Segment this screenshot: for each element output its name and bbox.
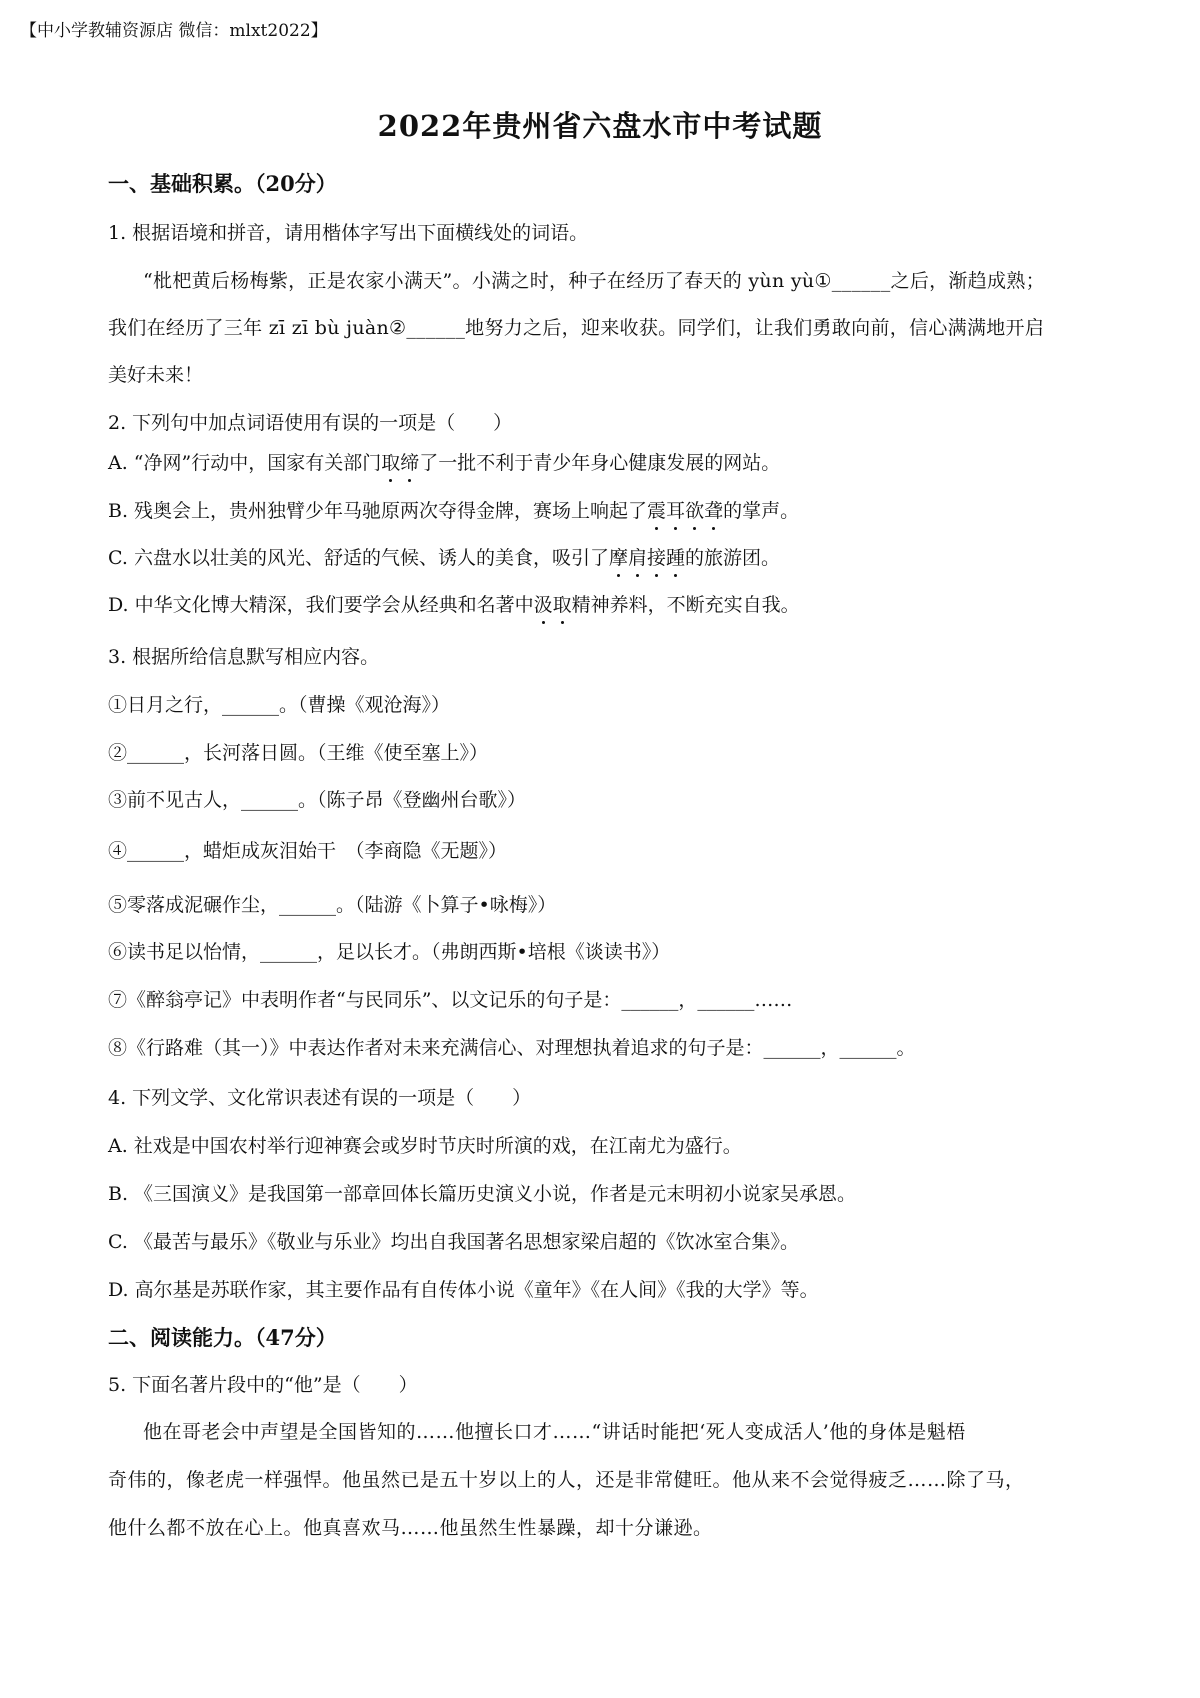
q3-item: ⑥读书足以怡情，______，足以长才。（弗朗西斯•培根《谈读书》） <box>108 941 671 963</box>
q1-paragraph-line: “枇杷黄后杨梅紫，正是农家小满天”。小满之时，种子在经历了春天的 yùn yù①______之后，渐趋成熟； <box>143 270 1045 292</box>
dotted-char: 肩 <box>628 543 647 570</box>
q4-option-d: D. 高尔基是苏联作家，其主要作品有自传体小说《童年》《在人间》《我的大学》等。 <box>108 1279 819 1301</box>
q3-item: ⑤零落成泥碾作尘，______。（陆游《卜算子•咏梅》） <box>108 894 557 916</box>
q3-item: ①日月之行，______。（曹操《观沧海》） <box>108 694 451 716</box>
q5-passage-line: 他在哥老会中声望是全国皆知的……他擅长口才……“讲话时能把‘死人变成活人’他的身体是魁梧 <box>143 1421 966 1443</box>
q4-option-b: B. 《三国演义》是我国第一部章回体长篇历史演义小说，作者是元末明初小说家吴承恩。 <box>108 1183 857 1205</box>
dotted-char: 欲 <box>685 496 704 523</box>
option-text: 的掌声。 <box>723 500 800 522</box>
q1-paragraph-line: 我们在经历了三年 zī zī bù juàn②______地努力之后，迎来收获。同学们，让我们勇敢向前，信心满满地开启 <box>108 317 1045 339</box>
dotted-char: 摩 <box>609 543 628 570</box>
dotted-char: 缔 <box>400 448 419 475</box>
dotted-char: 接 <box>647 543 666 570</box>
option-text: 精神养料，不断充实自我。 <box>571 594 800 616</box>
q1-paragraph-line: 美好未来！ <box>108 364 204 386</box>
dotted-char: 震 <box>647 496 666 523</box>
q3-item: ⑦《醉翁亭记》中表明作者“与民同乐”、以文记乐的句子是：______，______…… <box>108 989 793 1011</box>
q4-stem: 4. 下列文学、文化常识表述有误的一项是（ ） <box>108 1087 532 1109</box>
dotted-term <box>381 452 419 474</box>
q2-option-c <box>108 543 780 570</box>
q3-item: ④______，蜡炬成灰泪始干 （李商隐《无题》） <box>108 840 508 862</box>
q2-option-d <box>108 590 800 617</box>
section-1-heading: 一、基础积累。（20分） <box>108 171 337 196</box>
q5-passage-line: 他什么都不放在心上。他真喜欢马……他虽然生性暴躁，却十分谦逊。 <box>108 1517 713 1539</box>
q1-stem: 1. 根据语境和拼音，请用楷体字写出下面横线处的词语。 <box>108 222 589 244</box>
page-title: 2022年贵州省六盘水市中考试题 <box>377 109 823 143</box>
q4-option-c: C. 《最苦与最乐》《敬业与乐业》均出自我国著名思想家梁启超的《饮冰室合集》。 <box>108 1231 799 1253</box>
q3-item: ③前不见古人，______。（陈子昂《登幽州台歌》） <box>108 789 527 811</box>
option-text: 的旅游团。 <box>685 547 781 569</box>
q2-option-a <box>108 448 780 475</box>
q3-item: ②______，长河落日圆。（王维《使至塞上》） <box>108 742 489 764</box>
q3-stem: 3. 根据所给信息默写相应内容。 <box>108 646 380 668</box>
dotted-term <box>647 500 723 522</box>
section-2-heading: 二、阅读能力。（47分） <box>108 1325 337 1350</box>
dotted-char: 踵 <box>666 543 685 570</box>
q2-stem: 2. 下列句中加点词语使用有误的一项是（ ） <box>108 412 513 434</box>
q5-passage-line: 奇伟的，像老虎一样强悍。他虽然已是五十岁以上的人，还是非常健旺。他从来不会觉得疲乏……除了马， <box>108 1469 1025 1491</box>
dotted-term <box>609 547 685 569</box>
option-text: D. 中华文化博大精深，我们要学会从经典和名著中 <box>108 594 534 616</box>
watermark: 【中小学教辅资源店 微信：mlxt2022】 <box>20 21 328 41</box>
option-text: A. “净网”行动中，国家有关部门 <box>108 452 382 474</box>
dotted-char: 聋 <box>704 496 723 523</box>
q2-option-b <box>108 496 799 523</box>
q4-option-a: A. 社戏是中国农村举行迎神赛会或岁时节庆时所演的戏，在江南尤为盛行。 <box>108 1135 742 1157</box>
dotted-char: 汲 <box>534 590 553 617</box>
option-text: C. 六盘水以壮美的风光、舒适的气候、诱人的美食，吸引了 <box>108 547 609 569</box>
q3-item: ⑧《行路难（其一）》中表达作者对未来充满信心、对理想执着追求的句子是：______，______。 <box>108 1037 916 1059</box>
q5-stem: 5. 下面名著片段中的“他”是（ ） <box>108 1374 418 1396</box>
dotted-char: 取 <box>381 448 400 475</box>
dotted-char: 取 <box>553 590 572 617</box>
option-text: B. 残奥会上，贵州独臂少年马驰原两次夺得金牌，赛场上响起了 <box>108 500 648 522</box>
dotted-term <box>534 594 572 616</box>
dotted-char: 耳 <box>666 496 685 523</box>
option-text: 了一批不利于青少年身心健康发展的网站。 <box>419 452 781 474</box>
